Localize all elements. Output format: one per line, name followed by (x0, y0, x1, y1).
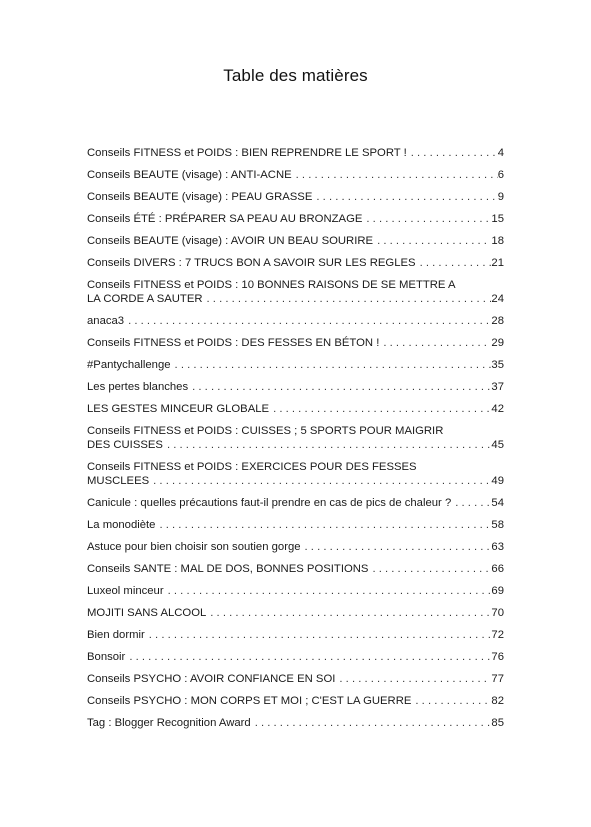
toc-entry-page-number: 24 (491, 293, 504, 305)
toc-entry[interactable] (87, 278, 504, 306)
toc-entry-page-number: 85 (491, 717, 504, 729)
toc-entry-line (87, 716, 504, 730)
toc-entry[interactable] (87, 168, 504, 182)
dot-leader (145, 628, 492, 642)
toc-entry-page-number: 70 (491, 607, 504, 619)
dot-leader (124, 314, 491, 328)
toc-entry[interactable] (87, 424, 504, 452)
dot-leader (416, 256, 492, 270)
dot-leader (206, 606, 491, 620)
dot-leader (155, 518, 491, 532)
toc-entry[interactable] (87, 336, 504, 350)
dot-leader (379, 336, 491, 350)
toc-spacer (87, 730, 504, 738)
toc-entry-page-number: 18 (491, 235, 504, 247)
toc-entry-title: Conseils ÉTÉ : PRÉPARER SA PEAU AU BRONZAGE (87, 213, 363, 225)
toc-spacer (87, 642, 504, 650)
toc-entry[interactable] (87, 460, 504, 488)
toc-entry[interactable] (87, 672, 504, 686)
toc-entry-title: Conseils BEAUTE (visage) : AVOIR UN BEAU SOURIRE (87, 235, 374, 247)
toc-entry-page-number: 77 (491, 673, 504, 685)
dot-leader (368, 562, 491, 576)
toc-entry[interactable] (87, 694, 504, 708)
toc-title: Table des matières (223, 66, 368, 85)
toc-entry[interactable] (87, 212, 504, 226)
toc-entry-title: Conseils BEAUTE (visage) : PEAU GRASSE (87, 191, 313, 203)
toc-entry-title: #Pantychallenge (87, 359, 171, 371)
toc-entry-page-number: 9 (497, 191, 504, 203)
toc-entry-line (87, 146, 504, 160)
toc-entry[interactable] (87, 606, 504, 620)
toc-entry-title: Conseils BEAUTE (visage) : ANTI-ACNE (87, 169, 292, 181)
toc-entry-line (87, 402, 504, 416)
dot-leader (251, 716, 492, 730)
toc-entry-line (87, 650, 504, 664)
toc-entry-title: Astuce pour bien choisir son soutien gorge (87, 541, 301, 553)
toc-entry[interactable] (87, 190, 504, 204)
toc-entry[interactable] (87, 256, 504, 270)
toc-entry-title: Luxeol minceur (87, 585, 164, 597)
toc-entry-title: Conseils FITNESS et POIDS : DES FESSES EN BÉTON ! (87, 337, 380, 349)
toc-entry-line (87, 256, 504, 270)
toc-spacer (87, 488, 504, 496)
toc-spacer (87, 452, 504, 460)
dot-leader (171, 358, 492, 372)
toc-entry-title: Conseils DIVERS : 7 TRUCS BON A SAVOIR SUR LES REGLES (87, 257, 416, 269)
toc-entry-page-number: 72 (491, 629, 504, 641)
toc-entry-page-number: 15 (491, 213, 504, 225)
toc-entry-title: La monodiète (87, 519, 156, 531)
dot-leader (312, 190, 497, 204)
toc-spacer (87, 306, 504, 314)
toc-entry[interactable] (87, 628, 504, 642)
toc-entry[interactable] (87, 358, 504, 372)
toc-entry-title: Conseils FITNESS et POIDS : BIEN REPRENDRE LE SPORT ! (87, 147, 407, 159)
toc-entry-line (87, 584, 504, 598)
toc-entry-title: MOJITI SANS ALCOOL (87, 607, 207, 619)
toc-entry-page-number: 66 (491, 563, 504, 575)
toc-entry-line (87, 190, 504, 204)
dot-leader (188, 380, 491, 394)
toc-entry-title-line1: Conseils FITNESS et POIDS : 10 BONNES RAISONS DE SE METTRE A (87, 279, 456, 291)
toc-spacer (87, 248, 504, 256)
toc-entry-title: Conseils PSYCHO : AVOIR CONFIANCE EN SOI (87, 673, 336, 685)
toc-entry-line (87, 694, 504, 708)
dot-leader (301, 540, 492, 554)
toc-entry-page-number: 42 (491, 403, 504, 415)
toc-spacer (87, 270, 504, 278)
toc-entry-page-number: 82 (491, 695, 504, 707)
toc-entry-page-number: 6 (497, 169, 504, 181)
toc-entry-title: Conseils SANTE : MAL DE DOS, BONNES POSITIONS (87, 563, 369, 575)
dot-leader (411, 694, 491, 708)
toc-entry-title: MUSCLEES (87, 475, 150, 487)
dot-leader (164, 584, 492, 598)
toc-entry-page-number: 45 (491, 439, 504, 451)
dot-leader (125, 650, 491, 664)
toc-spacer (87, 182, 504, 190)
dot-leader (269, 402, 491, 416)
toc-entry-line (87, 212, 504, 226)
toc-entry[interactable] (87, 314, 504, 328)
toc-spacer (87, 350, 504, 358)
toc-spacer (87, 620, 504, 628)
toc-spacer (87, 532, 504, 540)
toc-entry-title: LES GESTES MINCEUR GLOBALE (87, 403, 270, 415)
dot-leader (149, 474, 491, 488)
toc-entry-line (87, 168, 504, 182)
toc-entry-title-line1: Conseils FITNESS et POIDS : CUISSES ; 5 SPORTS POUR MAIGRIR (87, 425, 444, 437)
toc-entry-page-number: 58 (491, 519, 504, 531)
toc-spacer (87, 576, 504, 584)
toc-entry-line (87, 496, 504, 510)
toc-entry-line (87, 438, 504, 452)
toc-entry[interactable] (87, 518, 504, 532)
toc-entry-line (87, 234, 504, 248)
toc-entry[interactable] (87, 540, 504, 554)
toc-entry-line (87, 540, 504, 554)
toc-entry-line (87, 292, 504, 306)
toc-entry-page-number: 54 (491, 497, 504, 509)
toc-spacer (87, 708, 504, 716)
toc-entry[interactable] (87, 234, 504, 248)
toc-entry[interactable] (87, 402, 504, 416)
toc-entry-line (87, 562, 504, 576)
dot-leader (373, 234, 491, 248)
toc-entry-title: Tag : Blogger Recognition Award (87, 717, 251, 729)
dot-leader (362, 212, 491, 226)
toc-entry-line (87, 314, 504, 328)
toc-entry-page-number: 69 (491, 585, 504, 597)
toc-spacer (87, 204, 504, 212)
toc-spacer (87, 598, 504, 606)
dot-leader (203, 292, 492, 306)
toc-entry-page-number: 76 (491, 651, 504, 663)
toc-spacer (87, 686, 504, 694)
toc-spacer (87, 328, 504, 336)
toc-entry-page-number: 63 (491, 541, 504, 553)
dot-leader (292, 168, 498, 182)
toc-entry-line (87, 672, 504, 686)
toc-spacer (87, 510, 504, 518)
toc-entry[interactable] (87, 380, 504, 394)
toc-entry-title: Bien dormir (87, 629, 145, 641)
toc-entry-page-number: 49 (491, 475, 504, 487)
toc-entry-page-number: 28 (491, 315, 504, 327)
toc-entry-title: Canicule : quelles précautions faut-il prendre en cas de pics de chaleur ? (87, 497, 452, 509)
dot-leader (451, 496, 491, 510)
dot-leader (407, 146, 498, 160)
toc-entry[interactable] (87, 716, 504, 730)
toc-entry-line (87, 380, 504, 394)
toc-entry[interactable] (87, 650, 504, 664)
toc-entry-title: DES CUISSES (87, 439, 163, 451)
toc-entry-title: anaca3 (87, 315, 125, 327)
dot-leader (163, 438, 491, 452)
toc-spacer (87, 554, 504, 562)
toc-entry-title-line1: Conseils FITNESS et POIDS : EXERCICES POUR DES FESSES (87, 461, 417, 473)
toc-entry-line (87, 606, 504, 620)
toc-entry[interactable] (87, 562, 504, 576)
toc-list (87, 146, 504, 738)
toc-entry-page-number: 37 (491, 381, 504, 393)
toc-entry-title: Bonsoir (87, 651, 126, 663)
toc-spacer (87, 416, 504, 424)
toc-spacer (87, 160, 504, 168)
toc-entry-title: Les pertes blanches (87, 381, 189, 393)
toc-entry-title: LA CORDE A SAUTER (87, 293, 203, 305)
toc-spacer (87, 664, 504, 672)
toc-spacer (87, 226, 504, 234)
toc-entry[interactable] (87, 584, 504, 598)
toc-entry-page-number: 35 (491, 359, 504, 371)
toc-entry[interactable] (87, 496, 504, 510)
toc-spacer (87, 394, 504, 402)
toc-entry-page-number: 21 (491, 257, 504, 269)
toc-spacer (87, 372, 504, 380)
dot-leader (335, 672, 491, 686)
toc-entry-line (87, 474, 504, 488)
toc-entry[interactable] (87, 146, 504, 160)
toc-entry-line (87, 336, 504, 350)
toc-entry-page-number: 29 (491, 337, 504, 349)
toc-entry-line (87, 518, 504, 532)
toc-entry-line (87, 358, 504, 372)
toc-entry-line (87, 628, 504, 642)
toc-entry-title: Conseils PSYCHO : MON CORPS ET MOI ; C'EST LA GUERRE (87, 695, 412, 707)
toc-entry-page-number: 4 (497, 147, 504, 159)
